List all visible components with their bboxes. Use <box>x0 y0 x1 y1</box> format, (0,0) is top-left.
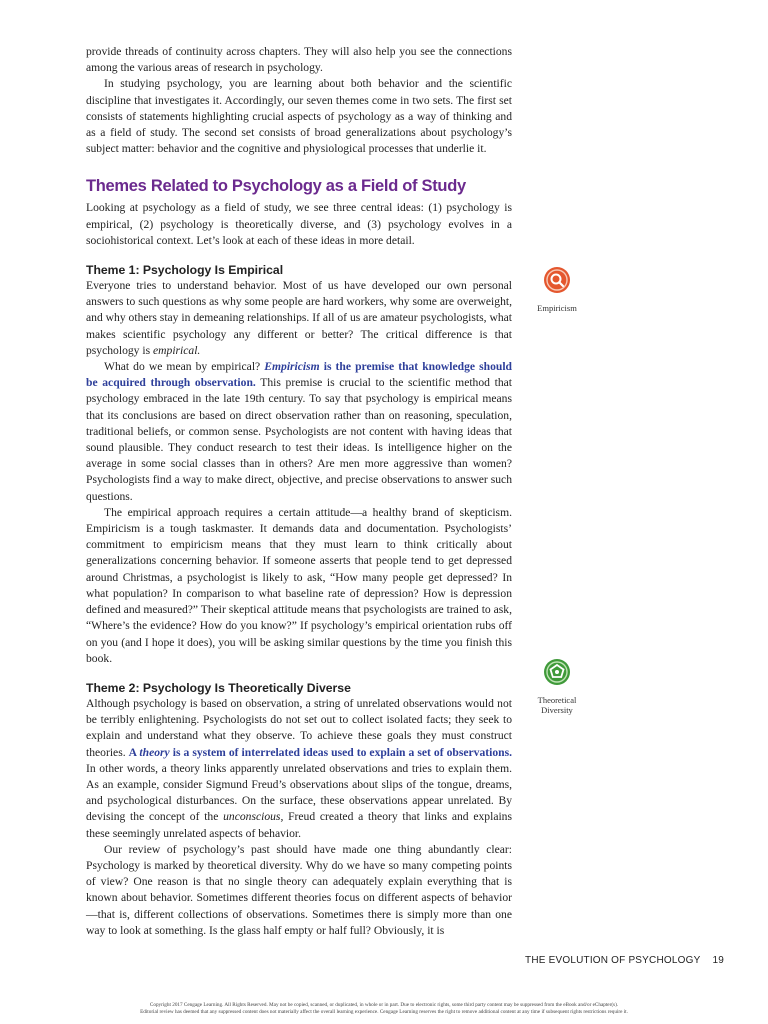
key-term-empiricism: Empiricism is the premise that knowledge should be acquired through observation. <box>86 360 513 390</box>
running-footer <box>525 955 724 966</box>
section-heading: Themes Related to Psychology as a Field of Study <box>86 177 466 196</box>
theoretical-diversity-label: Theoretical Diversity <box>537 695 577 715</box>
theme2-paragraph-2: Our review of psychology’s past should have made one thing abundantly clear: Psychology is marked by theoretical diversity. Why do we have so many competing points of view? One reason is that no single theory can adequately explain everything that is known about behavior. Sometimes different theories focus on different aspects of behavior—that is, different collections of observations. Sometimes there is simply more than one way to look at something. Is the glass half empty or half full? Obviously, it is <box>86 842 512 937</box>
empiricism-label: Empiricism <box>537 303 577 313</box>
intro-paragraph-2: In studying psychology, you are learning about both behavior and the scientific discipline that investigates it. Accordingly, our seven themes come in two sets. The first set consists of statements highlighting crucial aspects of psychology as a way of thinking and as a field of study. The second set consists of broad generalizations about psychology’s subject matter: behavior and the cognitive and physiological processes that underlie it. <box>86 77 512 156</box>
empiricism-margin-note <box>522 266 592 313</box>
key-term-theory: A theory is a system of interrelated ideas used to explain a set of observations. <box>128 745 512 759</box>
theme1-paragraph-3: The empirical approach requires a certain attitude—a healthy brand of skepticism. Empiricism is a tough taskmaster. It demands data and documentation. Psychologists’ commitment to empiricism means that they must learn to think critically about generalizations concerning behavior. If someone asserts that people tend to get depressed around Christmas, a psychologist is likely to ask, “How many people get depressed? In what population? In comparison to what baseline rate of depression? How is depression defined and measured?” Their skeptical attitude means that psychologists are trained to ask, “Where’s the evidence? How do you know?” If psychology’s empirical orientation rubs off on you (and I hope it does), you will be asking similar questions by the time you finish this book. <box>86 505 512 665</box>
running-title: THE EVOLUTION OF PSYCHOLOGY <box>525 955 701 966</box>
page-body <box>86 44 512 939</box>
empiricism-icon <box>543 266 571 294</box>
section-intro: Looking at psychology as a field of study, we see three central ideas: (1) psychology is empirical, (2) psychology is theoretically diverse, and (3) psychology evolves in a sociohistorical context. Let’s look at each of these ideas in more detail. <box>86 201 512 247</box>
theoretical-diversity-margin-note <box>522 658 592 715</box>
intro-paragraph-1: provide threads of continuity across chapters. They will also help you see the connections among the various areas of research in psychology. <box>86 45 512 75</box>
theoretical-diversity-icon <box>543 658 571 686</box>
theme2-heading: Theme 2: Psychology Is Theoretically Diverse <box>86 680 351 695</box>
theme2-paragraph-1: Although psychology is based on observation, a string of unrelated observations would not be terribly enlightening. Psychologists do not set out to collect isolated facts; they seek to explain and understand what they observe. To achieve these goals they must construct theories. A theory is a system of interrelated ideas used to explain a set of observations. In other words, a theory links apparently unrelated observations and tries to explain them. As an example, consider Sigmund Freud’s observations about slips of the tongue, dreams, and psychological disturbances. On the surface, these observations appear unrelated. By devising the concept of the unconscious, Freud created a theory that links and explains these seemingly unrelated aspects of behavior. <box>86 696 512 840</box>
page-number: 19 <box>712 955 724 966</box>
theme1-heading: Theme 1: Psychology Is Empirical <box>86 263 284 278</box>
copyright-notice: Copyright 2017 Cengage Learning. All Rights Reserved. May not be copied, scanned, or duplicated, in whole or in part. Due to electronic rights, some third party content may be suppressed from the eBook and/or eChapter(s). Editorial review has deemed that any suppressed content does not materially affect the overall learning experience. Cengage Learning reserves the right to remove additional content at any time if subsequent rights restrictions require it. <box>140 1002 628 1015</box>
theme1-paragraph-2: What do we mean by empirical? Empiricism is the premise that knowledge should be acquired through observation. This premise is crucial to the scientific method that psychology embraced in the late 19th century. To say that psychology is empirical means that its conclusions are based on direct observation rather than on reasoning, speculation, traditional beliefs, or common sense. Psychologists are not content with having ideas that sound plausible. They conduct research to test their ideas. Is intelligence higher on the average in some social classes than in others? Are men more aggressive than women? Psychologists find a way to make direct, objective, and precise observations to answer such questions. <box>86 360 513 503</box>
theme1-paragraph-1: Everyone tries to understand behavior. Most of us have developed our own personal answers to such questions as why some people are hard workers, why some are overweight, and why others stay in demeaning relationships. If all of us are amateur psychologists, what makes scientific psychology any different or better? The critical difference is that psychology is empirical. <box>86 279 512 357</box>
